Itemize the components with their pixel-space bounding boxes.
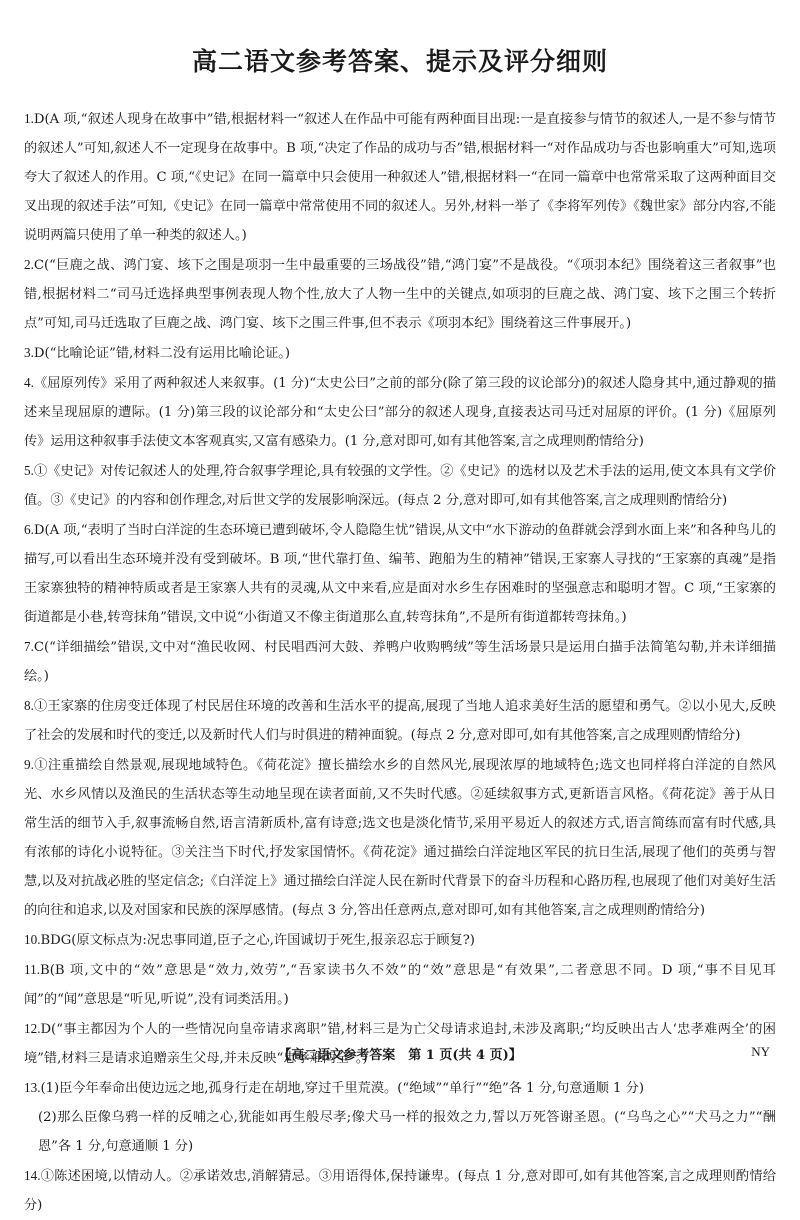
answer-item (24, 515, 776, 632)
answer-item (24, 1073, 776, 1103)
answer-number: 14. (24, 1168, 41, 1183)
answer-text: BDG(原文标点为:况忠事同道,臣子之心,许国诚切于死生,报亲忍忘于顾复?) (40, 933, 475, 948)
answer-item (24, 338, 776, 368)
footer-label: 【高二语文参考答案 第 1 页(共 4 页)】 (278, 1048, 522, 1063)
answer-item (24, 750, 776, 925)
answer-text: D(A 项,“表明了当时白洋淀的生态环境已遭到破坏,令人隐隐生忧”错误,从文中“水下游动的鱼群就会浮到水面上来”和各种鸟儿的描写,可以看出生态环境并没有受到破坏。B 项,“世代靠打鱼、编苇、跑船为生的精神”错误,王家寨人寻找的“王家寨的真魂”是指王家寨独特的精神特质或者是王家寨人共有的灵魂,从文中来看,应是面对水乡生存困难时的坚强意志和聪明才智。C 项,“王家寨的街道都是小巷,转弯抹角”错误,文中说“小街道又不像主街道那么直,转弯抹角”,不是所有街道都转弯抹角。) (24, 523, 776, 625)
answer-number: 5. (24, 463, 34, 478)
answer-text: 《屈原列传》采用了两种叙述人来叙事。(1 分)“太史公曰”之前的部分(除了第三段的议论部分)的叙述人隐身其中,通过静观的描述来呈现屈原的遭际。(1 分)第三段的议论部分和“太史公曰”部分的叙述人现身,直接表达司马迁对屈原的评价。(1 分)《屈原列传》运用这种叙事手法使文本客观真实,又富有感染力。(1 分,意对即可,如有其他答案,言之成理则酌情给分) (24, 376, 776, 449)
answer-number: 11. (24, 962, 40, 977)
answer-item (24, 955, 776, 1014)
answer-text: B(B 项,文中的“效”意思是“效力,效劳”,“吾家读书久不效”的“效”意思是“有效果”,二者意思不同。D 项,“事不目见耳闻”的“闻”意思是“听见,听说”,没有词类活用。) (24, 963, 776, 1007)
answer-number: 1. (24, 111, 34, 126)
answer-number: 3. (24, 345, 34, 360)
answer-number: 7. (24, 639, 34, 654)
answer-number: 10. (24, 932, 41, 947)
answer-text: ①《史记》对传记叙述人的处理,符合叙事学理论,具有较强的文学性。②《史记》的选材以及艺术手法的运用,使文本具有文学价值。③《史记》的内容和创作理念,对后世文学的发展影响深远。(每点 2 分,意对即可,如有其他答案,言之成理则酌情给分) (24, 464, 776, 508)
answer-item (24, 368, 776, 456)
answer-text: D(A 项,“叙述人现身在故事中”错,根据材料一“叙述人在作品中可能有两种面目出现:一是直接参与情节的叙述人,一是不参与情节的叙述人”可知,叙述人不一定现身在故事中。B 项,“决定了作品的成功与否”错,根据材料一“对作品成功与否也影响重大”可知,选项夸大了叙述人的作用。C 项,“《史记》在同一篇章中只会使用一种叙述人”错,根据材料一“在同一篇章中也常常采取了这两种面目交叉出现的叙述手法”可知,《史记》在同一篇章中常常使用不同的叙述人。另外,材料一举了《李将军列传》《魏世家》部分内容,不能说明两篇只使用了单一种类的叙述人。) (24, 112, 776, 243)
footer-code: NY (751, 1044, 770, 1059)
answer-text: ①王家寨的住房变迁体现了村民居住环境的改善和生活水平的提高,展现了当地人追求美好生活的愿望和勇气。②以小见大,反映了社会的发展和时代的变迁,以及新时代人们与时俱进的精神面貌。(每点 2 分,意对即可,如有其他答案,言之成理则酌情给分) (24, 699, 776, 743)
answer-text: C(“详细描绘”错误,文中对“渔民收网、村民唱西河大鼓、养鸭户收购鸭绒”等生活场景只是运用白描手法简笔勾勒,并未详细描绘。) (24, 640, 776, 684)
answer-text: D(“比喻论证”错,材料二没有运用比喻论证。) (33, 346, 291, 361)
page-footer (0, 1044, 800, 1063)
answer-number: 8. (24, 698, 34, 713)
answer-number: 13. (24, 1080, 41, 1095)
answer-item (24, 632, 776, 691)
answer-item (24, 104, 776, 250)
answer-item (24, 456, 776, 515)
answer-text: ①陈述困境,以情动人。②承诺效忠,消解猜忌。③用语得体,保持谦卑。(每点 1 分,意对即可,如有其他答案,言之成理则酌情给分) (24, 1169, 776, 1213)
answer-text: (1)臣今年奉命出使边远之地,孤身行走在胡地,穿过千里荒漠。(“绝域”“单行”“绝”各 1 分,句意通顺 1 分) (40, 1081, 644, 1096)
answer-number: 12. (24, 1021, 41, 1036)
answer-number: 9. (24, 757, 34, 772)
answer-item (24, 1161, 776, 1220)
page-title: 高二语文参考答案、提示及评分细则 (191, 47, 608, 76)
answer-item (24, 1103, 776, 1161)
answer-item (24, 925, 776, 955)
answer-item (24, 691, 776, 750)
answer-item (24, 250, 776, 338)
answer-text: ①注重描绘自然景观,展现地域特色。《荷花淀》擅长描绘水乡的自然风光,展现浓厚的地域特色;选文也同样将白洋淀的自然风光、水乡风情以及渔民的生活状态等生动地呈现在读者面前,又不失时代感。②延续叙事方式,更新语言风格。《荷花淀》善于从日常生活的细节入手,叙事流畅自然,语言清新质朴,富有诗意;选文也是淡化情节,采用平易近人的叙述方式,语言简练而富有时代感,具有浓郁的诗化小说特征。③关注当下时代,抒发家国情怀。《荷花淀》通过描绘白洋淀地区军民的抗日生活,展现了他们的英勇与智慧,以及对抗战必胜的坚定信念;《白洋淀上》通过描绘白洋淀人民在新时代背景下的奋斗历程和心路历程,也展现了他们对美好生活的向往和追求,以及对国家和民族的深厚感情。(每点 3 分,答出任意两点,意对即可,如有其他答案,言之成理则酌情给分) (24, 758, 776, 918)
answer-text: D(“事主都因为个人的一些情况向皇帝请求离职”错,材料三是为亡父母请求追封,未涉及离职;“均反映出古人‘忠孝难两全’的困境”错,材料三是请求追赠亲生父母,并未反映“忠孝难两全”。) (24, 1022, 776, 1066)
answer-text: (2)那么臣像乌鸦一样的反哺之心,犹能如再生般尽孝;像犬马一样的报效之力,誓以万死答谢圣恩。(“乌鸟之心”“犬马之力”“酬恩”各 1 分,句意通顺 1 分) (38, 1110, 776, 1154)
answer-number: 2. (24, 257, 34, 272)
answer-number: 4. (24, 375, 34, 390)
answer-number: 6. (24, 522, 34, 537)
answer-text: C(“巨鹿之战、鸿门宴、垓下之围是项羽一生中最重要的三场战役”错,“鸿门宴”不是战役。“《项羽本纪》围绕着这三者叙事”也错,根据材料二“司马迁选择典型事例表现人物个性,放大了人物一生中的关键点,如项羽的巨鹿之战、鸿门宴、垓下之围三个转折点”可知,司马迁选取了巨鹿之战、鸿门宴、垓下之围三件事,但不表示《项羽本纪》围绕着这三件事展开。) (24, 258, 776, 331)
